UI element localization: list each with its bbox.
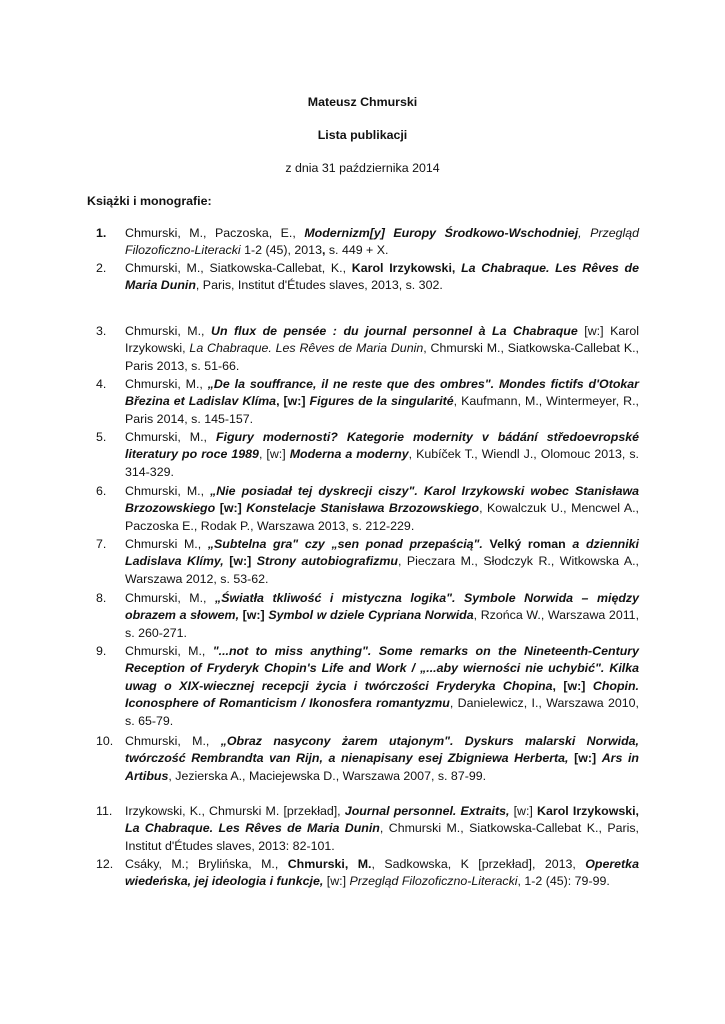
publication-text-run: Konstelacje Stanisława Brzozowskiego xyxy=(246,501,480,516)
publication-text xyxy=(125,483,639,535)
publication-text-run: Chmurski, M., xyxy=(125,644,213,658)
publication-text-run: , Sadkowska, K [przekład], 2013, xyxy=(371,857,586,871)
publication-text-run: Chmurski, M., xyxy=(125,484,211,498)
publication-text-run: "...not to miss anything". Some remarks on the Nineteenth-Century Reception of Fryderyk Chopin's Life and Work / „...aby wierności nie uchybić". Kilka uwag o XIX-wiecznej recepcji życia i twórczości Fryderyka Chopina xyxy=(125,644,639,693)
publication-text-run: Moderna a moderny xyxy=(289,447,409,462)
publication-text xyxy=(125,323,639,375)
publication-item xyxy=(96,323,639,375)
publication-text-run: [w:] xyxy=(239,608,269,623)
publication-text-run: [w:] xyxy=(509,804,538,818)
publication-text-run: [w:] xyxy=(568,751,602,766)
publication-text xyxy=(125,733,639,785)
publication-text-run: Chopin. Iconosphere of Romanticism / Ikonosfera romantyzmu xyxy=(125,678,639,711)
publication-number: 9. xyxy=(96,644,107,658)
publication-text-run: s. 449 + X. xyxy=(325,243,389,258)
publication-text-run: Csáky, M.; Brylińska, M., xyxy=(125,857,288,871)
publication-text-run: , 1-2 (45): 79-99. xyxy=(517,874,610,889)
publication-text-run: , Kaufmann, M., Wintermeyer, R., Paris 2014, s. 145-157. xyxy=(125,394,639,426)
document-date: z dnia 31 października 2014 xyxy=(285,161,440,175)
publication-text-run: , Kubíček T., Wiendl J., Olomouc 2013, s. 314-329. xyxy=(125,447,639,479)
publication-text-run: Strony autobiografizmu xyxy=(256,554,398,569)
publication-text-run: , Jezierska A., Maciejewska D., Warszawa 2007, s. 87-99. xyxy=(168,768,487,783)
publication-text-run: Chmurski, M., xyxy=(125,591,216,605)
publication-text-run: , [w:] xyxy=(276,394,310,409)
section-heading-books: Książki i monografie: xyxy=(87,194,212,208)
publication-text-run: Chmurski, M., xyxy=(125,324,212,338)
publication-item xyxy=(96,225,639,260)
publication-item xyxy=(96,483,639,535)
publication-text xyxy=(125,225,639,260)
publication-text xyxy=(125,429,639,481)
publication-text xyxy=(125,856,639,891)
publication-number: 1. xyxy=(96,226,107,240)
publication-text-run: [w:] xyxy=(323,874,350,889)
publication-number: 2. xyxy=(96,261,107,275)
publication-text-run: „Nie posiadał tej dyskrecji ciszy". Karol Irzykowski wobec Stanisława Brzozowskiego xyxy=(125,484,639,516)
publication-text-run: Karol Irzykowski, xyxy=(537,804,639,818)
publication-text-run: , Chmurski M., Siatkowska-Callebat K., Paris, Institut d'Études slaves, 2013: 82-101. xyxy=(125,821,639,853)
publication-text-run: , Danielewicz, I., Warszawa 2010, s. 65-79. xyxy=(125,696,639,728)
document-title: Lista publikacji xyxy=(317,128,408,142)
publication-number: 8. xyxy=(96,591,107,605)
publication-text-run: Chmurski, M., xyxy=(125,734,221,748)
publication-number: 6. xyxy=(96,484,107,498)
publication-text-run: [w:] xyxy=(215,501,247,516)
publication-number: 5. xyxy=(96,430,107,444)
publication-text-run: La Chabraque. Les Rêves de Maria Dunin xyxy=(125,821,380,836)
publication-text-run: a xyxy=(572,537,580,551)
publication-text-run: , xyxy=(321,243,326,258)
publication-item xyxy=(96,856,639,891)
publication-text-run: Karol Irzykowski, xyxy=(351,261,462,275)
publication-text-run: Przegląd Filozoficzno-Literacki xyxy=(349,874,518,889)
publication-number: 10. xyxy=(96,734,114,748)
publication-text-run: „De la souffrance, il ne reste que des ombres". Mondes fictifs d'Otokar Březina et Ladislav Klíma xyxy=(125,377,639,409)
publication-text xyxy=(125,536,639,588)
publication-item xyxy=(96,260,639,295)
publication-text-run: Chmurski, M., Paczoska, E., xyxy=(125,226,305,240)
publication-text-run: Chmurski, M., Siatkowska-Callebat, K., xyxy=(125,261,352,275)
publication-text-run: Irzykowski, K., Chmurski M. [przekład], xyxy=(125,804,345,818)
publication-text-run: 1-2 (45), 2013 xyxy=(240,243,322,258)
publication-text-run: La Chabraque. Les Rêves de Maria Dunin xyxy=(125,261,639,293)
publication-text-run: , Rzońca W., Warszawa 2011, s. 260-271. xyxy=(125,608,640,640)
publication-text-run: , [w:] xyxy=(258,447,290,462)
publication-text xyxy=(125,803,639,855)
publication-text-run: Velký roman xyxy=(489,537,573,551)
publication-item xyxy=(96,590,639,642)
publication-text-run: Chmurski M., xyxy=(125,537,208,551)
publication-text-run: [w:] xyxy=(223,554,257,569)
publication-number: 7. xyxy=(96,537,107,551)
publication-text-run: „Obraz nasycony żarem utajonym". Dyskurs malarski Norwida, twórczość Rembrandta van Rijn, a nienapisany esej Zbigniewa Herberta, xyxy=(125,734,639,766)
publication-text-run: „Światła tkliwość i mistyczna logika". Symbole Norwida – między obrazem a słowem, xyxy=(125,591,639,623)
publication-text-run: Chmurski, M. xyxy=(287,857,372,871)
publication-text-run: [w:] Karol Irzykowski, xyxy=(125,324,640,356)
publication-item xyxy=(96,733,639,785)
publication-number: 4. xyxy=(96,377,107,391)
publication-item xyxy=(96,803,639,855)
publication-number: 12. xyxy=(96,857,114,871)
publication-text-run: Journal personnel. Extraits, xyxy=(344,804,510,818)
publication-text xyxy=(125,260,639,295)
publication-number: 11. xyxy=(96,804,113,818)
publication-text-run: , Paris, Institut d'Études slaves, 2013, s. 302. xyxy=(195,278,443,293)
publication-text-run: Figures de la singularité xyxy=(309,394,454,409)
publication-text-run: , Pieczara M., Słodczyk R., Witkowska A., Warszawa 2012, s. 53-62. xyxy=(125,554,639,586)
publication-text-run: Chmurski, M., xyxy=(125,377,208,391)
publication-text-run: Przegląd Filozoficzno-Literacki xyxy=(125,226,640,258)
publication-text-run: Symbol w dziele Cypriana Norwida xyxy=(268,608,474,623)
publication-item xyxy=(96,429,639,481)
publication-text xyxy=(125,590,639,642)
publication-item xyxy=(96,376,639,428)
publication-text-run: Un flux de pensée : du journal personnel à La Chabraque xyxy=(211,324,578,338)
publication-item xyxy=(96,643,639,730)
publication-number: 3. xyxy=(96,324,107,338)
publication-text-run: dzienniki Ladislava Klímy, xyxy=(125,537,639,569)
publication-text-run: , [w:] xyxy=(552,678,593,693)
author-name: Mateusz Chmurski xyxy=(307,95,418,109)
publication-text-run: Modernizm[y] Europy Środkowo-Wschodniej xyxy=(304,226,579,240)
publication-text-run: Chmurski, M., xyxy=(125,430,216,444)
publication-text-run: „Subtelna gra" czy „sen ponad przepaścią". xyxy=(207,537,490,551)
publication-text xyxy=(125,643,639,730)
publication-text-run: Operetka wiedeńska, jej ideologia i funkcje, xyxy=(125,857,639,889)
publication-text-run: , Chmurski M., Siatkowska-Callebat K., Paris 2013, s. 51-66. xyxy=(125,341,639,373)
publication-text-run: , xyxy=(578,226,591,240)
publication-text-run: Ars in Artibus xyxy=(125,751,639,783)
publication-text-run: Figury modernosti? Kategorie modernity v bádání středoevropské literatury po roce 1989 xyxy=(125,430,639,462)
publication-text-run: La Chabraque. Les Rêves de Maria Dunin xyxy=(189,341,424,356)
publication-text-run: , Kowalczuk U., Mencwel A., Paczoska E., Rodak P., Warszawa 2013, s. 212-229. xyxy=(125,501,639,533)
publication-text xyxy=(125,376,639,428)
publication-item xyxy=(96,536,639,588)
